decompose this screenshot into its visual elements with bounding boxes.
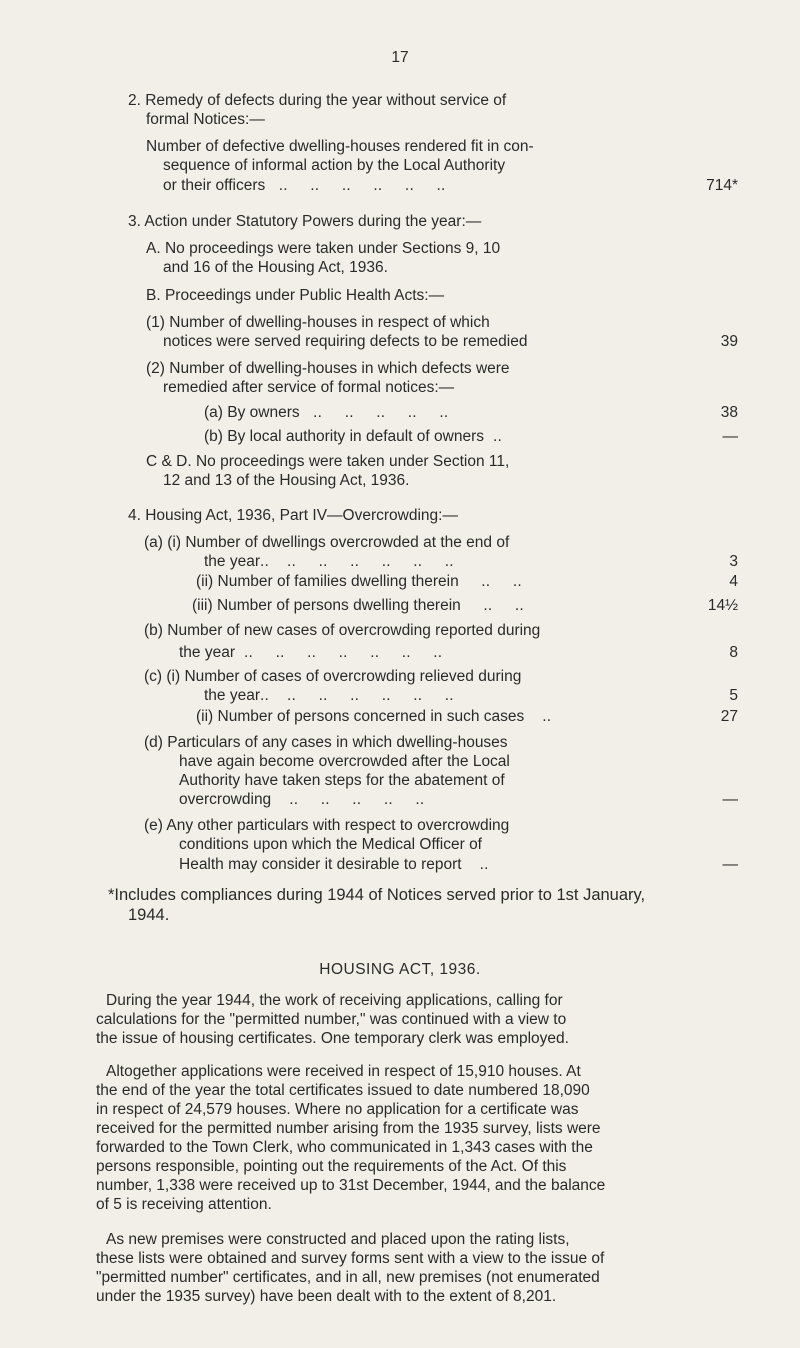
section-3a-text: A. No proceedings were taken under Sections 9, 10: [146, 240, 501, 257]
paragraph-line: the end of the year the total certificates issued to date numbered 18,090: [96, 1082, 590, 1099]
paragraph-line: "permitted number" certificates, and in all, new premises (not enumerated: [96, 1269, 600, 1286]
section-4a-iii-label: (iii) Number of persons dwelling therein: [192, 597, 461, 614]
section-3b-2-text: (2) Number of dwelling-houses in which defects were: [146, 360, 510, 377]
section-4d-text: have again become overcrowded after the Local: [179, 753, 510, 770]
section-4e-value: —: [722, 856, 738, 873]
section-4b-value: 8: [729, 644, 738, 661]
section-3b-1-text: (1) Number of dwelling-houses in respect of which: [146, 314, 490, 331]
paragraph-1: [96, 991, 724, 1048]
paragraph-line: these lists were obtained and survey forms sent with a view to the issue of: [96, 1250, 605, 1267]
section-3b-2-text: remedied after service of formal notices:—: [163, 379, 455, 396]
section-3a-text: and 16 of the Housing Act, 1936.: [163, 259, 388, 276]
section-4c-i-value: 5: [729, 687, 738, 704]
paragraph-line: As new premises were constructed and placed upon the rating lists,: [106, 1231, 570, 1248]
section-2-text: sequence of informal action by the Local Authority: [163, 157, 506, 174]
section-3b-1-value: 39: [720, 333, 738, 350]
paragraph-line: under the 1935 survey) have been dealt with to the extent of 8,201.: [96, 1288, 557, 1305]
paragraph-line: the issue of housing certificates. One temporary clerk was employed.: [96, 1030, 569, 1047]
section-4e-text: (e) Any other particulars with respect to overcrowding: [144, 817, 510, 834]
section-4c-i-label: the year: [204, 687, 261, 704]
section-4a-ii-label: (ii) Number of families dwelling therein: [196, 573, 459, 590]
section-4d-text: (d) Particulars of any cases in which dwelling-houses: [144, 734, 508, 751]
section-3b-2a-label: (a) By owners: [204, 404, 300, 421]
section-3b-title: B. Proceedings under Public Health Acts:—: [146, 287, 445, 304]
paragraph-line: forwarded to the Town Clerk, who communicated in 1,343 cases with the: [96, 1139, 593, 1156]
section-2-title: 2. Remedy of defects during the year without service of: [128, 92, 507, 109]
paragraph-line: received for the permitted number arising from the 1935 survey, lists were: [96, 1120, 601, 1137]
section-4d-text: Authority have taken steps for the abatement of: [179, 772, 505, 789]
section-3b-2a-value: 38: [720, 404, 738, 421]
section-3b-2b-value: —: [722, 428, 738, 445]
footnote: *Includes compliances during 1944 of Notices served prior to 1st January,: [108, 886, 646, 904]
paragraph-line: number, 1,338 were received up to 31st December, 1944, and the balance: [96, 1177, 606, 1194]
section-4a-iii-value: 14½: [707, 597, 738, 614]
section-heading: HOUSING ACT, 1936.: [319, 961, 481, 978]
document-page: 17 2. Remedy of defects during the year without service of formal Notices:— Number of defective dwelling-houses rendered fit in con- sequence of informal action by the Local Authority or their officers .. .. .. .. .. .. 714* 3. Action under Statutory Powers during the year:— A. No proceedings were taken under Sections 9, 10 and 16 of the Housing Act, 1936. B. Proceedings under Public Health Acts:— (1) Number of dwelling-houses in respect of which notices were served requiring defects to be remedied 39 (2) Number of dwelling-houses in which defects were remedied after service of formal notices:— (a) By owners .. .. .. .. .. 38 (b) By local authority in default of owners .. — C & D. No proceedings were taken under Section 11, 12 and 13 of the Housing Act, 1936. 4. Housing Act, 1936, Part IV—Overcrowding:— (a) (i) Number of dwellings overcrowded at the end of the year.. .. .. .. .. .. .. 3 (ii) Number of families dwelling therein .. .. 4 (iii) Number of persons dwelling therein .. .. 14½ (b) Number of new cases of overcrowding reported during the year .. .. .. .. .. .. .. 8 (c) (i) Number of cases of overcrowding relieved during the year.. .. .. .. .. .. .. 5 (ii) Number of persons concerned in such cases .. 27 (d) Particulars of any cases in which dwelling-houses have again become overcrowded after the Local Authority have taken steps for the abatement of overcrowding .. .. .. .. .. — (e) Any other particulars with respect to overcrowding conditions upon which the Medical Officer of Health may consider it desirable to report .. — *Includes compliances during 1944 of Notices served prior to 1st January, 1944. HOUSING ACT, 1936. During the year 1944, the work of receiving applications, calling for calculations for the "permitted number," was continued with a view to the issue of housing certificates. One temporary clerk was employed. Altogether applications were received in respect of 15,910 houses. At the end of the year the total certificates issued to date numbered 18,090 in respect of 24,579 houses. Where no application for a certificate was received for the permitted number arising from the 1935 survey, lists were forwarded to the Town Clerk, who communicated in 1,343 cases with the persons responsible, pointing out the requirements of the Act. Of this number, 1,338 were received up to 31st December, 1944, and the balance of 5 is receiving attention. As new premises were constructed and placed upon the rating lists, these lists were obtained and survey forms sent with a view to the issue of "permitted number" certificates, and in all, new premises (not enumerated under the 1935 survey) have been dealt with to the extent of 8,201.: [0, 0, 800, 1348]
section-4e-label: Health may consider it desirable to report: [179, 856, 462, 873]
footnote-cont: 1944.: [128, 906, 170, 924]
page-number: 17: [391, 49, 409, 66]
section-4c-i-text: (c) (i) Number of cases of overcrowding relieved during: [144, 668, 522, 685]
section-3-title: 3. Action under Statutory Powers during the year:—: [128, 213, 482, 230]
paragraph-line: calculations for the "permitted number," was continued with a view to: [96, 1011, 567, 1028]
paragraph-2: [96, 1062, 724, 1214]
section-4c-ii-label: (ii) Number of persons concerned in such cases: [196, 708, 525, 725]
section-4e-text: conditions upon which the Medical Officer of: [179, 836, 482, 853]
paragraph-line: in respect of 24,579 houses. Where no application for a certificate was: [96, 1101, 579, 1118]
section-3cd-text: 12 and 13 of the Housing Act, 1936.: [163, 472, 410, 489]
section-4a-i-value: 3: [729, 553, 738, 570]
section-3cd-text: C & D. No proceedings were taken under Section 11,: [146, 453, 510, 470]
section-4b-label: the year: [179, 644, 236, 661]
section-2-item-label: or their officers: [163, 177, 266, 194]
section-4d-value: —: [722, 791, 738, 808]
section-4a-i-text: (a) (i) Number of dwellings overcrowded at the end of: [144, 534, 510, 551]
section-4c-ii-value: 27: [720, 708, 738, 725]
section-4b-text: (b) Number of new cases of overcrowding reported during: [144, 622, 541, 639]
section-4-title: 4. Housing Act, 1936, Part IV—Overcrowding:—: [128, 507, 458, 524]
paragraph-3: [96, 1230, 724, 1306]
section-2-value: 714*: [706, 177, 738, 194]
section-4a-ii-value: 4: [729, 573, 738, 590]
paragraph-line: During the year 1944, the work of receiving applications, calling for: [106, 992, 563, 1009]
paragraph-line: of 5 is receiving attention.: [96, 1196, 272, 1213]
section-4d-label: overcrowding: [179, 791, 272, 808]
paragraph-line: persons responsible, pointing out the requirements of the Act. Of this: [96, 1158, 567, 1175]
paragraph-line: Altogether applications were received in respect of 15,910 houses. At: [106, 1063, 581, 1080]
section-2-text: Number of defective dwelling-houses rendered fit in con-: [146, 138, 534, 155]
section-4a-i-label: the year: [204, 553, 261, 570]
section-3b-1-text: notices were served requiring defects to be remedied: [163, 333, 528, 350]
section-2-title-cont: formal Notices:—: [146, 111, 265, 128]
section-3b-2b-label: (b) By local authority in default of owners: [204, 428, 484, 445]
